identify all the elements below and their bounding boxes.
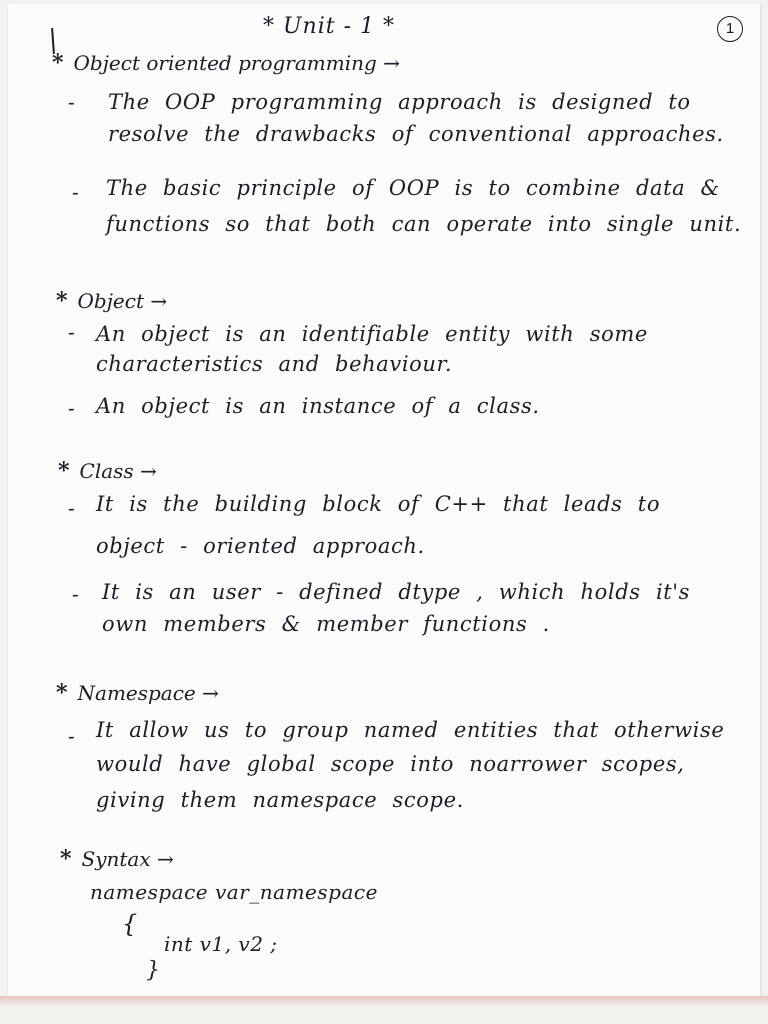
star-bullet-icon: *	[60, 846, 72, 872]
namespace-point1-line3: giving them namespace scope.	[96, 788, 464, 812]
heading-oop	[52, 50, 400, 76]
heading-object-text: Object →	[77, 289, 168, 313]
heading-syntax	[60, 846, 174, 872]
dash-bullet-icon: -	[68, 398, 75, 420]
dash-bullet-icon: -	[68, 498, 75, 520]
dash-bullet-icon: -	[68, 322, 75, 344]
notebook-page	[8, 4, 761, 1004]
page-bottom-edge	[0, 996, 768, 1024]
star-bullet-icon: *	[56, 288, 68, 314]
dash-bullet-icon: -	[68, 92, 75, 114]
star-bullet-icon: *	[58, 458, 70, 484]
page-number: 1	[717, 16, 743, 42]
heading-class-text: Class →	[79, 459, 157, 483]
star-bullet-icon: *	[52, 50, 64, 76]
dash-bullet-icon: -	[68, 726, 75, 748]
heading-object	[56, 288, 167, 314]
class-point2-line1: It is an user - defined dtype , which holds it's	[102, 580, 691, 604]
code-open-brace: {	[122, 910, 138, 938]
code-namespace-declaration: namespace var_namespace	[90, 880, 378, 904]
class-point1-line2: object - oriented approach.	[96, 534, 425, 558]
dash-bullet-icon: -	[72, 182, 79, 204]
namespace-point1-line2: would have global scope into noarrower scopes,	[96, 752, 685, 776]
heading-class	[58, 458, 157, 484]
star-bullet-icon: *	[56, 680, 68, 706]
oop-point2-line2: functions so that both can operate into single unit.	[106, 212, 742, 236]
page-header: * Unit - 1 *	[263, 14, 395, 39]
namespace-point1-line1: It allow us to group named entities that otherwise	[96, 718, 725, 742]
code-body-line: int v1, v2 ;	[164, 932, 278, 956]
code-close-brace: }	[146, 958, 161, 983]
object-point1-line2: characteristics and behaviour.	[96, 352, 453, 376]
class-point2-line2: own members & member functions .	[102, 612, 550, 636]
object-point1-line1: An object is an identifiable entity with some	[96, 322, 648, 346]
heading-syntax-text: Syntax →	[81, 847, 174, 871]
oop-point1-line2: resolve the drawbacks of conventional approaches.	[108, 122, 724, 146]
oop-point2-line1: The basic principle of OOP is to combine data &	[106, 176, 720, 200]
oop-point1-line1: The OOP programming approach is designed to	[108, 90, 691, 114]
class-point1-line1: It is the building block of C++ that leads to	[96, 492, 661, 516]
heading-namespace	[56, 680, 219, 706]
heading-oop-text: Object oriented programming →	[73, 51, 400, 75]
heading-namespace-text: Namespace →	[77, 681, 219, 705]
object-point2-line1: An object is an instance of a class.	[96, 394, 540, 418]
dash-bullet-icon: -	[72, 584, 79, 606]
